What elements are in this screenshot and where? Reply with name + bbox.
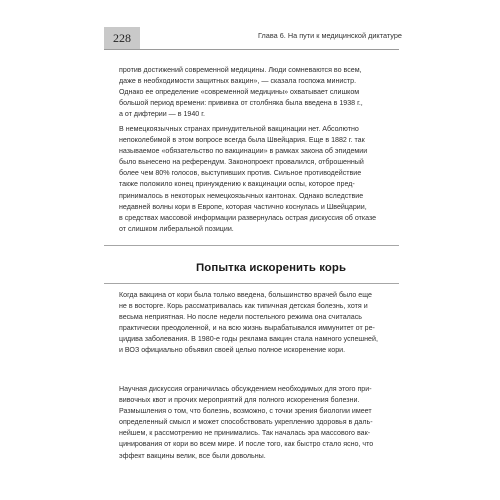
text-line: также положило конец принуждению к вакцинации оспы, которое пред-	[119, 180, 355, 189]
text-line: а от дифтерии — в 1940 г.	[119, 110, 205, 119]
text-line: в средствах массовой информации развернулась острая дискуссия об отказе	[119, 213, 377, 222]
running-head: Глава 6. На пути к медицинской диктатуре	[258, 31, 402, 40]
header-rule	[104, 49, 399, 50]
text-line: Когда вакцина от кори была только введена, большинство врачей было еще	[119, 291, 372, 299]
paragraph-4	[119, 384, 396, 462]
section-rule-top	[104, 245, 399, 246]
text-line: большой период времени: прививка от столбняка была введена в 1938 г.,	[119, 99, 363, 108]
text-line: весьма неприятная. Но после недели постельного режима она считалась	[119, 313, 362, 322]
paragraph-1	[119, 65, 396, 120]
text-line: вивочных квот и прочих мероприятий для полного искоренения болезни.	[119, 396, 360, 405]
text-line: называемое «обязательство по вакцинации» в рамках закона об эпидемии	[119, 147, 368, 156]
text-line: В немецкоязычных странах принудительной вакцинации нет. Абсолютно	[119, 125, 359, 133]
text-line: Научная дискуссия ограничилась обсуждением необходимых для этого при-	[119, 385, 372, 393]
text-line: практически преодоленной, и на всю жизнь вырабатывался иммунитет от ре-	[119, 324, 375, 333]
text-line: не в восторге. Корь рассматривалась как типичная детская болезнь, хотя и	[119, 302, 368, 311]
paragraph-2	[119, 124, 396, 235]
text-line: от слишком либеральной позиции.	[119, 224, 234, 233]
text-line: против достижений современной медицины. Люди сомневаются во всем,	[119, 66, 362, 74]
text-line: принималось в некоторых немецкоязычных кантонах. Однако вследствие	[119, 191, 364, 200]
text-line: и ВОЗ официально объявил своей целью полное искоренение кори.	[119, 346, 346, 355]
page-number-box: 228	[104, 27, 140, 49]
text-line: нейшем, к рассмотрению не принимались. Так началась эра массового вак-	[119, 429, 371, 438]
section-rule-bottom	[104, 283, 399, 284]
text-line: Однако ее определение «современной медицины» охватывает слишком	[119, 88, 360, 97]
section-title: Попытка искоренить корь	[196, 262, 347, 274]
text-line: недавней волны кори в Европе, которая частично коснулась и Швейцарии,	[119, 202, 367, 211]
text-line: эффект вакцины велик, все были довольны.	[119, 451, 266, 460]
paragraph-3	[119, 290, 396, 357]
text-line: цинирования от кори во всем мире. И после того, как быстро стало ясно, что	[119, 440, 374, 449]
text-line: непоколебимой в этом вопросе всегда была Швейцария. Еще в 1882 г. так	[119, 136, 365, 145]
text-line: Размышления о том, что болезнь, возможно, с точки зрения биологии имеет	[119, 407, 372, 416]
text-line: даже в необходимости защитных вакцин», — сказала госпожа министр.	[119, 77, 357, 86]
text-line: более чем 80% голосов, выступивших против. Сильное противодействие	[119, 169, 362, 178]
text-line: определенный смысл и может способствовать укреплению здоровья в даль-	[119, 418, 373, 427]
text-line: было вынесено на референдум. Законопроект провалился, отброшенный	[119, 158, 364, 167]
text-line: цидива заболевания. В 1980-е годы реклама вакцин стала намного успешней,	[119, 335, 378, 344]
